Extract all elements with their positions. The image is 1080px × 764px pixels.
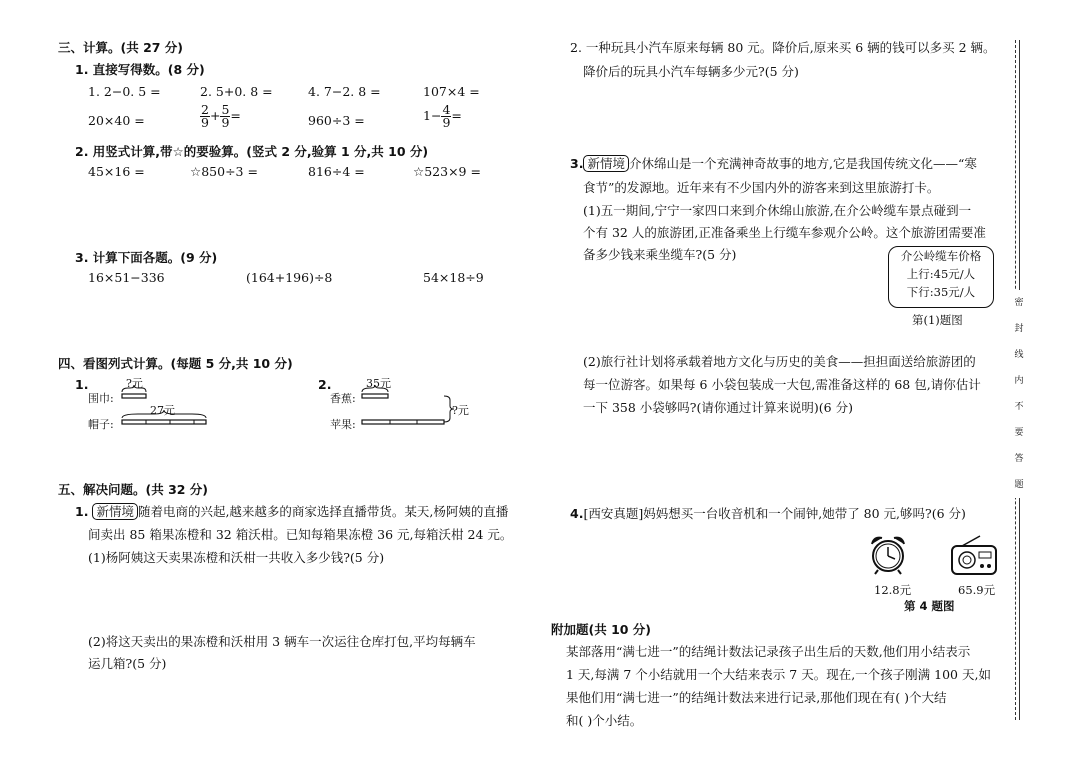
- s5-q1-line-1: [75, 502, 508, 520]
- bonus-line-4: 和( )个小结。: [566, 713, 643, 728]
- r-q3-line-2: 食节”的发源地。近年来有不少国内外的游客来到这里旅游打卡。: [583, 180, 940, 195]
- r-q2-line-1: 2. 一种玩具小汽车原来每辆 80 元。降价后,原来买 6 辆的钱可以多买 2 辆。: [570, 40, 996, 55]
- xian-exam-tag: [西安真题]: [583, 506, 644, 521]
- q2-item-1: 45×16 =: [88, 164, 145, 179]
- bonus-line-1: 某部落用“满七进一”的结绳计数法记录孩子出生后的天数,他们用小结表示: [566, 644, 971, 659]
- q1-item-4: 107×4 =: [423, 84, 480, 99]
- fraction-numerator: 2: [201, 102, 209, 117]
- seal-char: 要: [1014, 428, 1024, 438]
- cable-car-price-box: [888, 246, 994, 308]
- seal-char: 答: [1014, 454, 1024, 464]
- q1-item-3: 4. 7−2. 8 =: [308, 84, 381, 99]
- q3-item-1: 16×51−336: [88, 270, 165, 285]
- s5-q1-sub-2a: (2)将这天卖出的果冻橙和沃柑用 3 辆车一次运往仓库打包,平均每辆车: [88, 634, 476, 649]
- fraction-numerator: 4: [442, 102, 451, 117]
- r-q3-sub2-2: 每一位游客。如果每 6 小袋包装成一大包,需准备这样的 68 包,请你估计: [583, 377, 981, 392]
- fraction-denominator: 9: [221, 115, 230, 130]
- r-q3-sub1-1: (1)五一期间,宁宁一家四口来到介休绵山旅游,在介公岭缆车景点碰到一: [583, 203, 972, 218]
- diagram-2-number: 2.: [318, 377, 332, 392]
- q1-item-2: 2. 5+0. 8 =: [200, 84, 273, 99]
- s5-q1-number: 1.: [75, 504, 89, 519]
- bonus-title: 附加题(共 10 分): [551, 622, 652, 637]
- bonus-line-3: 果他们用“满七进一”的结绳计数法来进行记录,那他们现在有( )个大结: [566, 690, 947, 705]
- seal-char: 不: [1014, 402, 1024, 412]
- fraction-numerator: 5: [221, 102, 230, 117]
- seal-char: 封: [1014, 324, 1024, 334]
- q1-item-1: 1. 2−0. 5 =: [88, 84, 161, 99]
- seal-char: 题: [1014, 480, 1024, 490]
- q1-item-6: [200, 104, 241, 129]
- seal-line-notice: [1012, 290, 1026, 498]
- diagram-1-number: 1.: [75, 377, 89, 392]
- q2-item-2: ☆850÷3 =: [190, 164, 258, 179]
- q2-title: 2. 用竖式计算,带☆的要验算。(竖式 2 分,验算 1 分,共 10 分): [75, 144, 429, 159]
- radio-price: 65.9元: [958, 583, 996, 597]
- scarf-hat-bar-diagram: [118, 384, 218, 428]
- hat-label: 帽子:: [88, 418, 114, 431]
- price-title: 介公岭缆车价格: [900, 249, 982, 263]
- q3-title: 3. 计算下面各题。(9 分): [75, 250, 218, 265]
- equals-sign: =: [451, 108, 462, 123]
- bonus-line-2: 1 天,每满 7 个小结就用一个大结来表示 7 天。现在,一个孩子刚满 100 天,如: [566, 667, 991, 682]
- figure-4-caption: 第 4 题图: [904, 599, 955, 613]
- q3-item-2: (164+196)÷8: [246, 270, 333, 285]
- s5-q1-text-2: 间卖出 85 箱果冻橙和 32 箱沃柑。已知每箱果冻橙 36 元,每箱沃柑 24 元。: [88, 527, 513, 542]
- new-context-tag: 新情境: [92, 503, 138, 520]
- r-q3-sub1-2: 个有 32 人的旅游团,正准备乘坐上行缆车参观介公岭。这个旅游团需要准: [583, 225, 986, 240]
- total-price-label: ?元: [452, 404, 469, 417]
- r-q4-number: 4.: [570, 506, 584, 521]
- q1-title: 1. 直接写得数。(8 分): [75, 62, 205, 77]
- section-5-title: 五、解决问题。(共 32 分): [58, 482, 209, 497]
- new-context-tag: 新情境: [583, 155, 629, 172]
- seal-char: 内: [1014, 376, 1024, 386]
- banana-label: 香蕉:: [330, 392, 356, 405]
- section-4-title: 四、看图列式计算。(每题 5 分,共 10 分): [58, 356, 293, 371]
- fraction-denominator: 9: [201, 115, 209, 130]
- apple-label: 苹果:: [330, 418, 356, 431]
- price-up: 上行:45元/人: [906, 267, 976, 281]
- r-q3-line-1: [570, 154, 977, 172]
- seal-char: 线: [1014, 350, 1024, 360]
- seal-char: 密: [1014, 298, 1024, 308]
- r-q3-sub1-3: 备多少钱来乘坐缆车?(5 分): [583, 247, 737, 262]
- r-q3-number: 3.: [570, 156, 584, 171]
- r-q3-sub2-1: (2)旅行社计划将承载着地方文化与历史的美食——担担面送给旅游团的: [583, 354, 976, 369]
- r-q4-text: 妈妈想买一台收音机和一个闹钟,她带了 80 元,够吗?(6 分): [643, 506, 966, 521]
- plus-sign: +: [209, 108, 221, 123]
- scarf-label: 围巾:: [88, 392, 114, 405]
- integer-part: 1−: [423, 108, 442, 123]
- r-q3-sub2-3: 一下 358 小袋够吗?(请你通过计算来说明)(6 分): [583, 400, 853, 415]
- q1-item-8: [423, 104, 462, 129]
- scarf-price-label: ?元: [126, 377, 143, 390]
- r-q4-line: [570, 504, 966, 522]
- section-3-title: 三、计算。(共 27 分): [58, 40, 184, 55]
- hat-price-label: 27元: [150, 404, 175, 417]
- figure-1-caption: 第(1)题图: [912, 313, 963, 327]
- q2-item-3: 816÷4 =: [308, 164, 365, 179]
- fraction-denominator: 9: [442, 115, 451, 130]
- radio-icon: [950, 534, 998, 576]
- banana-price-label: 35元: [366, 377, 391, 390]
- price-down: 下行:35元/人: [906, 285, 976, 299]
- r-q3-text-1: 介休绵山是一个充满神奇故事的地方,它是我国传统文化——“寒: [628, 156, 977, 171]
- s5-q1-text-1: 随着电商的兴起,越来越多的商家选择直播带货。某天,杨阿姨的直播: [137, 504, 509, 519]
- banana-apple-bar-diagram: [360, 384, 456, 428]
- equals-sign: =: [230, 108, 241, 123]
- q3-item-3: 54×18÷9: [423, 270, 484, 285]
- s5-q1-sub-2b: 运几箱?(5 分): [88, 656, 167, 671]
- q2-item-4: ☆523×9 =: [413, 164, 481, 179]
- clock-price: 12.8元: [874, 583, 912, 597]
- r-q2-line-2: 降价后的玩具小汽车每辆多少元?(5 分): [583, 64, 799, 79]
- alarm-clock-icon: [866, 532, 910, 576]
- q1-item-7: 960÷3 =: [308, 113, 365, 128]
- q1-item-5: 20×40 =: [88, 113, 145, 128]
- s5-q1-sub-1: (1)杨阿姨这天卖果冻橙和沃柑一共收入多少钱?(5 分): [88, 550, 385, 565]
